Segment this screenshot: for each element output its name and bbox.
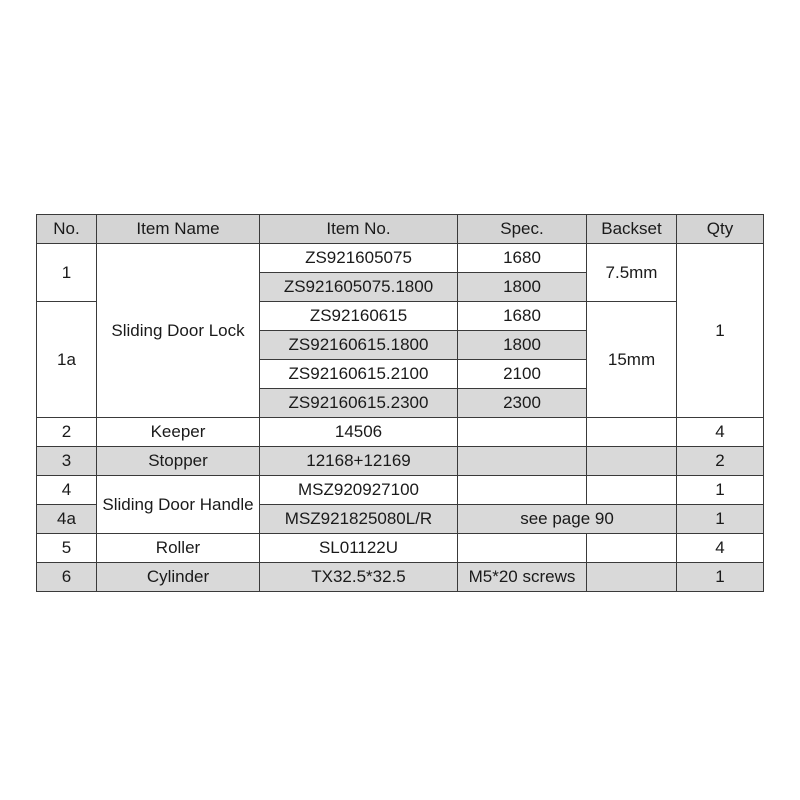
- table-row: [37, 447, 764, 476]
- spec-cell: [458, 418, 587, 447]
- row-no: 1: [37, 244, 97, 302]
- spec-cell: 1800: [458, 273, 587, 302]
- backset-cell: [587, 534, 677, 563]
- item-no-cell: ZS921605075: [260, 244, 458, 273]
- item-no-cell: 14506: [260, 418, 458, 447]
- backset-cell: [587, 418, 677, 447]
- row-no: 5: [37, 534, 97, 563]
- table-row: [37, 244, 764, 273]
- spec-cell: 2300: [458, 389, 587, 418]
- qty-cell: 1: [677, 505, 764, 534]
- header-item-no: Item No.: [260, 215, 458, 244]
- row-no: 4a: [37, 505, 97, 534]
- spec-cell: 1680: [458, 244, 587, 273]
- table-row: [37, 418, 764, 447]
- item-no-cell: MSZ920927100: [260, 476, 458, 505]
- item-name-cell: Roller: [97, 534, 260, 563]
- qty-cell: 1: [677, 244, 764, 418]
- header-backset: Backset: [587, 215, 677, 244]
- item-name-cell: Sliding Door Lock: [97, 244, 260, 418]
- item-no-cell: TX32.5*32.5: [260, 563, 458, 592]
- spec-cell: [458, 534, 587, 563]
- backset-cell: [587, 447, 677, 476]
- item-name-cell: Stopper: [97, 447, 260, 476]
- row-no: 4: [37, 476, 97, 505]
- spec-cell: [458, 476, 587, 505]
- item-no-cell: ZS92160615.1800: [260, 331, 458, 360]
- qty-cell: 2: [677, 447, 764, 476]
- qty-cell: 1: [677, 476, 764, 505]
- parts-table: [36, 214, 764, 592]
- backset-cell: [587, 563, 677, 592]
- qty-cell: 1: [677, 563, 764, 592]
- spec-cell: 1800: [458, 331, 587, 360]
- header-qty: Qty: [677, 215, 764, 244]
- row-no: 6: [37, 563, 97, 592]
- qty-cell: 4: [677, 534, 764, 563]
- table-row: [37, 563, 764, 592]
- item-no-cell: ZS921605075.1800: [260, 273, 458, 302]
- qty-cell: 4: [677, 418, 764, 447]
- table-row: [37, 534, 764, 563]
- header-spec: Spec.: [458, 215, 587, 244]
- row-no: 3: [37, 447, 97, 476]
- item-name-cell: Keeper: [97, 418, 260, 447]
- spec-cell: M5*20 screws: [458, 563, 587, 592]
- backset-cell: [587, 476, 677, 505]
- header-row: [37, 215, 764, 244]
- row-no: 1a: [37, 302, 97, 418]
- table-row: [37, 476, 764, 505]
- header-no: No.: [37, 215, 97, 244]
- item-no-cell: SL01122U: [260, 534, 458, 563]
- item-no-cell: MSZ921825080L/R: [260, 505, 458, 534]
- spec-cell: 1680: [458, 302, 587, 331]
- header-item-name: Item Name: [97, 215, 260, 244]
- item-no-cell: ZS92160615.2100: [260, 360, 458, 389]
- item-name-cell: Sliding Door Handle: [97, 476, 260, 534]
- backset-cell: 15mm: [587, 302, 677, 418]
- item-name-cell: Cylinder: [97, 563, 260, 592]
- item-no-cell: 12168+12169: [260, 447, 458, 476]
- item-no-cell: ZS92160615: [260, 302, 458, 331]
- spec-cell: [458, 447, 587, 476]
- backset-cell: 7.5mm: [587, 244, 677, 302]
- row-no: 2: [37, 418, 97, 447]
- note-cell: see page 90: [458, 505, 677, 534]
- spec-cell: 2100: [458, 360, 587, 389]
- item-no-cell: ZS92160615.2300: [260, 389, 458, 418]
